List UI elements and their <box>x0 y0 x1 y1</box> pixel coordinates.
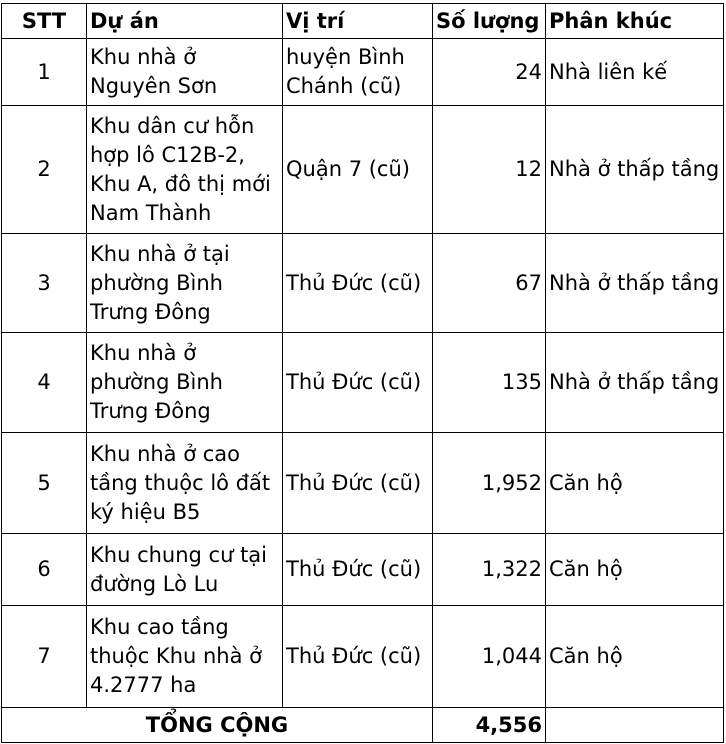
row-segment: Căn hộ <box>546 433 724 534</box>
row-location: Thủ Đức (cũ) <box>283 534 433 606</box>
row-project: Khu chung cư tại đường Lò Lu <box>87 534 283 606</box>
header-segment: Phân khúc <box>546 4 724 39</box>
row-stt: 7 <box>2 606 87 708</box>
row-stt: 6 <box>2 534 87 606</box>
row-quantity: 12 <box>433 106 546 234</box>
row-project: Khu nhà ở cao tầng thuộc lô đất ký hiệu B5 <box>87 433 283 534</box>
housing-projects-table <box>1 3 724 743</box>
row-location: Thủ Đức (cũ) <box>283 606 433 708</box>
table-row <box>2 534 724 606</box>
table-row <box>2 333 724 433</box>
row-stt: 3 <box>2 234 87 333</box>
total-row <box>2 708 724 743</box>
row-stt: 4 <box>2 333 87 433</box>
row-location: huyện Bình Chánh (cũ) <box>283 39 433 106</box>
row-stt: 5 <box>2 433 87 534</box>
table-row <box>2 39 724 106</box>
row-segment: Căn hộ <box>546 606 724 708</box>
table-row <box>2 106 724 234</box>
table-row <box>2 606 724 708</box>
row-location: Quận 7 (cũ) <box>283 106 433 234</box>
row-segment: Nhà ở thấp tầng <box>546 106 724 234</box>
row-segment: Nhà ở thấp tầng <box>546 333 724 433</box>
row-quantity: 1,044 <box>433 606 546 708</box>
header-project: Dự án <box>87 4 283 39</box>
row-segment: Căn hộ <box>546 534 724 606</box>
header-location: Vị trí <box>283 4 433 39</box>
row-quantity: 135 <box>433 333 546 433</box>
header-quantity: Số lượng <box>433 4 546 39</box>
table-row <box>2 234 724 333</box>
total-segment-empty <box>546 708 724 743</box>
row-project: Khu cao tầng thuộc Khu nhà ở 4.2777 ha <box>87 606 283 708</box>
total-quantity: 4,556 <box>433 708 546 743</box>
row-quantity: 1,322 <box>433 534 546 606</box>
table-row <box>2 433 724 534</box>
row-quantity: 1,952 <box>433 433 546 534</box>
row-segment: Nhà ở thấp tầng <box>546 234 724 333</box>
row-stt: 1 <box>2 39 87 106</box>
row-quantity: 24 <box>433 39 546 106</box>
row-location: Thủ Đức (cũ) <box>283 333 433 433</box>
row-project: Khu dân cư hỗn hợp lô C12B-2, Khu A, đô thị mới Nam Thành <box>87 106 283 234</box>
row-segment: Nhà liên kế <box>546 39 724 106</box>
row-project: Khu nhà ở phường Bình Trưng Đông <box>87 333 283 433</box>
row-location: Thủ Đức (cũ) <box>283 234 433 333</box>
row-project: Khu nhà ở tại phường Bình Trưng Đông <box>87 234 283 333</box>
total-label: TỔNG CỘNG <box>2 708 433 743</box>
row-location: Thủ Đức (cũ) <box>283 433 433 534</box>
row-project: Khu nhà ở Nguyên Sơn <box>87 39 283 106</box>
header-stt: STT <box>2 4 87 39</box>
table-header-row <box>2 4 724 39</box>
row-quantity: 67 <box>433 234 546 333</box>
row-stt: 2 <box>2 106 87 234</box>
